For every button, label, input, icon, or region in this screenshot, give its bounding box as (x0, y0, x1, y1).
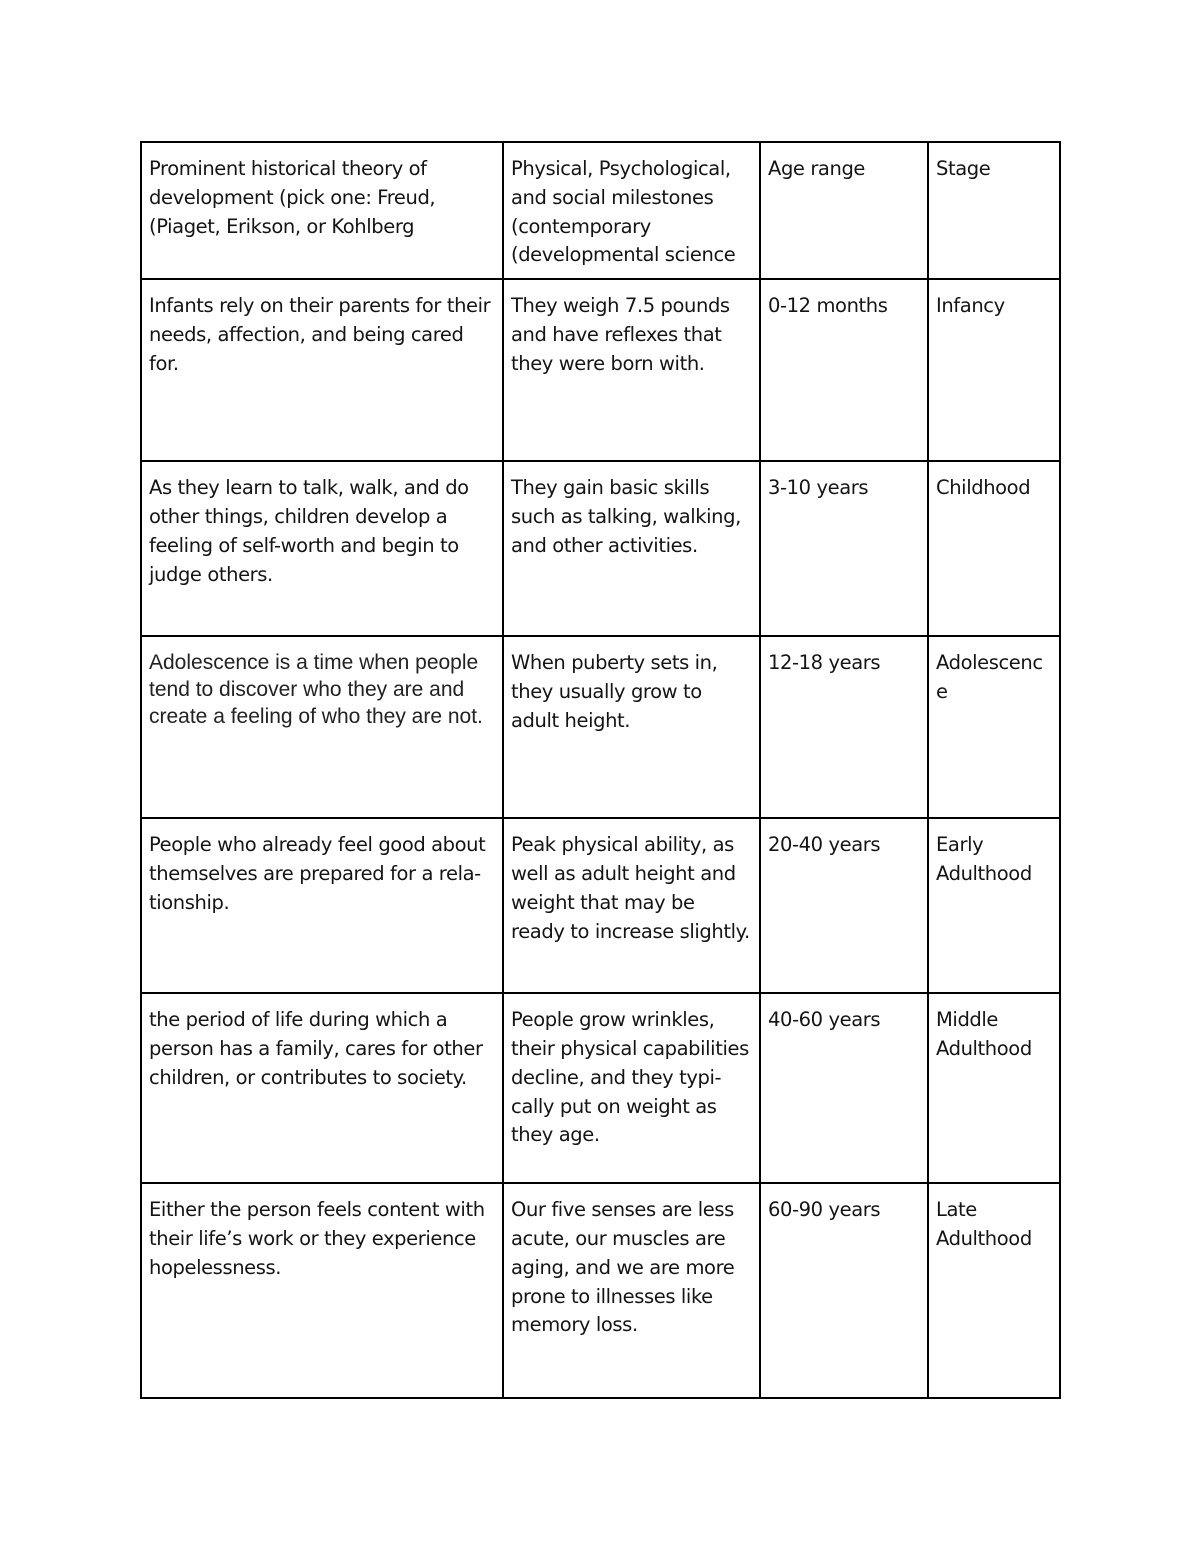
stage-cell (928, 993, 1060, 1183)
header-stage-cell (928, 142, 1060, 279)
table-header-row (141, 142, 1060, 279)
theory-cell (141, 636, 503, 818)
milestones-cell (503, 279, 760, 461)
age-range-cell (760, 636, 928, 818)
stage-text: Middle Adulthood (936, 1008, 1032, 1060)
age-range-cell (760, 818, 928, 993)
table-row-adolescence (141, 636, 1060, 818)
header-theory-cell (141, 142, 503, 279)
header-age-range-cell (760, 142, 928, 279)
header-milestones-cell (503, 142, 760, 279)
table-row-childhood (141, 461, 1060, 636)
milestones-text: They gain basic skills such as talking, walking, and other activities. (511, 476, 741, 557)
age-range-text: 60-90 years (768, 1198, 881, 1222)
stage-cell (928, 636, 1060, 818)
table-row-middle-adulthood (141, 993, 1060, 1183)
age-range-cell (760, 993, 928, 1183)
milestones-text: They weigh 7.5 pounds and have reflexes that they were born with. (511, 294, 730, 375)
stage-text: Infancy (936, 294, 1005, 318)
header-theory-text: Prominent historical theory of development (pick one: Freud, (Piaget, Erikson, or Kohlberg (149, 157, 436, 238)
stage-text: Childhood (936, 476, 1031, 500)
stage-text: Late Adulthood (936, 1198, 1032, 1250)
milestones-text: When puberty sets in, they usually grow to adult height. (511, 651, 718, 732)
theory-cell (141, 461, 503, 636)
milestones-cell (503, 636, 760, 818)
milestones-text: Peak physical ability, as well as adult height and weight that may be ready to increase slightly. (511, 833, 750, 943)
theory-cell (141, 993, 503, 1183)
milestones-cell (503, 993, 760, 1183)
age-range-cell (760, 1183, 928, 1398)
theory-cell (141, 818, 503, 993)
header-age-range-text: Age range (768, 157, 866, 180)
theory-text: As they learn to talk, walk, and do other things, children develop a feeling of self-worth and begin to judge others. (149, 476, 469, 586)
age-range-text: 20-40 years (768, 833, 881, 857)
header-stage-text: Stage (936, 157, 991, 180)
header-milestones-text: Physical, Psychological, and social milestones (contemporary (developmental science (511, 157, 736, 267)
development-stages-table (140, 141, 1061, 1399)
theory-cell (141, 279, 503, 461)
theory-text: Either the person feels content with their life’s work or they experience hopelessness. (149, 1198, 485, 1279)
milestones-cell (503, 818, 760, 993)
age-range-text: 40-60 years (768, 1008, 881, 1032)
stage-text: Early Adulthood (936, 833, 1032, 885)
age-range-cell (760, 279, 928, 461)
milestones-text: People grow wrinkles, their physical capabilities decline, and they typi- cally put on weight as they age. (511, 1008, 749, 1147)
age-range-text: 3-10 years (768, 476, 869, 500)
stage-text: Adolescenc e (936, 651, 1043, 703)
milestones-cell (503, 461, 760, 636)
age-range-text: 12-18 years (768, 651, 881, 675)
age-range-text: 0-12 months (768, 294, 888, 318)
theory-text: Infants rely on their parents for their needs, affection, and being cared for. (149, 294, 491, 375)
theory-text: Adolescence is a time when people tend to discover who they are and create a feeling of who they are not. (149, 651, 483, 729)
theory-cell (141, 1183, 503, 1398)
stage-cell (928, 1183, 1060, 1398)
table-row-early-adulthood (141, 818, 1060, 993)
stage-cell (928, 818, 1060, 993)
table-row-infancy (141, 279, 1060, 461)
milestones-text: Our five senses are less acute, our muscles are aging, and we are more prone to illnesses like memory loss. (511, 1198, 735, 1337)
theory-text: the period of life during which a person has a family, cares for other children, or contributes to society. (149, 1008, 483, 1089)
stage-cell (928, 279, 1060, 461)
milestones-cell (503, 1183, 760, 1398)
theory-text: People who already feel good about themselves are prepared for a rela- tionship. (149, 833, 486, 914)
table-row-late-adulthood (141, 1183, 1060, 1398)
age-range-cell (760, 461, 928, 636)
stage-cell (928, 461, 1060, 636)
